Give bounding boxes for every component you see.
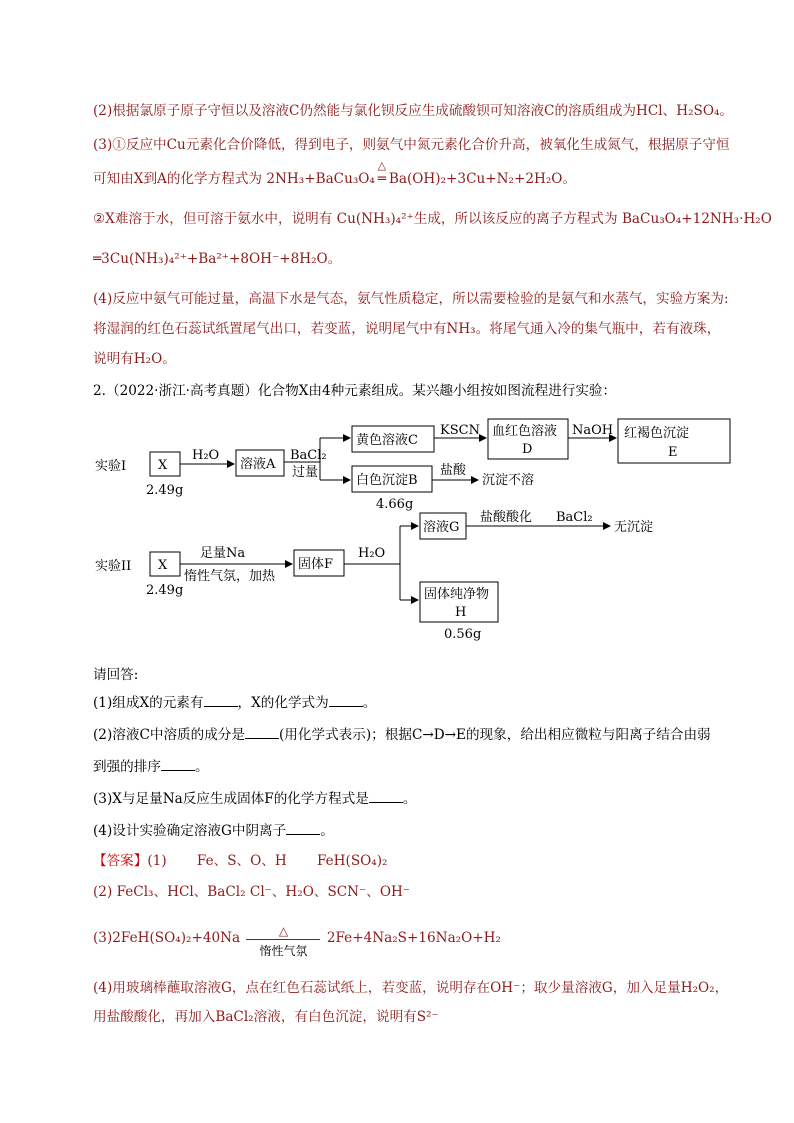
answer-blank[interactable] [369, 790, 403, 803]
inert-atmosphere: 惰性气氛 [259, 944, 308, 958]
reaction-condition [246, 924, 320, 958]
label-bacl2-2: BaCl₂ [556, 510, 593, 525]
answer-blank[interactable] [329, 694, 363, 707]
q1-text-b: ，X的化学式为 [237, 695, 329, 711]
label-solution-g: 溶液G [423, 520, 460, 535]
label-h2o-1: H₂O [192, 448, 220, 463]
label-naoh: NaOH [572, 423, 614, 438]
equation-right: Ba(OH)₂+3Cu+N₂+2H₂O。 [388, 171, 577, 187]
question-2b [93, 757, 209, 777]
solution-line-3d: ═3Cu(NH₃)₄²⁺+Ba²⁺+8OH⁻+8H₂O。 [93, 251, 342, 267]
label-yellow-c: 黄色溶液C [356, 433, 418, 448]
answer-3 [93, 924, 501, 958]
label-kscn: KSCN [440, 423, 480, 438]
q2-text-b: (用化学式表示)；根据C→D→E的现象，给出相应微粒与阳离子结合由弱 [279, 727, 711, 743]
q3-text-b: 。 [402, 791, 417, 807]
label-brown-e-1: 红褐色沉淀 [624, 426, 690, 441]
label-x-2: X [158, 558, 168, 573]
label-insoluble: 沉淀不溶 [482, 473, 535, 488]
answer-blank[interactable] [286, 822, 320, 835]
label-sodium: 足量Na [200, 546, 246, 561]
q2b-text-a: 到强的排序 [93, 759, 161, 775]
answer-4b: 用盐酸酸化，再加入BaCl₂溶液，有白色沉淀，说明有S²⁻ [93, 1009, 439, 1025]
answer-blank[interactable] [161, 758, 195, 771]
answer-3-right: 2Fe+4Na₂S+16Na₂O+H₂ [326, 930, 501, 946]
label-acidify: 盐酸酸化 [480, 510, 533, 525]
label-no-precipitate: 无沉淀 [614, 520, 654, 535]
label-blood-d-2: D [522, 442, 533, 457]
heat-symbol: △ [377, 159, 387, 172]
label-mass-x-1: 2.49g [146, 483, 184, 498]
label-mass-x-2: 2.49g [146, 583, 184, 598]
q4-text-b: 。 [320, 823, 334, 839]
question-3 [93, 789, 416, 809]
label-mass-h: 0.56g [444, 627, 482, 642]
answer-1 [93, 851, 388, 871]
answer-2: (2) FeCl₃、HCl、BaCl₂ Cl⁻、H₂O、SCN⁻、OH⁻ [93, 884, 411, 900]
question-2 [93, 725, 711, 745]
q3-text-a: (3)X与足量Na反应生成固体F的化学方程式是 [93, 791, 369, 807]
answer-3-left: (3)2FeH(SO₄)₂+40Na [93, 930, 241, 946]
answer-4a: (4)用玻璃棒蘸取溶液G，点在红色石蕊试纸上，若变蓝，说明存在OH⁻；取少量溶液G，加入足量H₂O₂， [93, 980, 729, 996]
solution-line-2: (2)根据氯原子原子守恒以及溶液C仍然能与氯化钡反应生成硫酸钡可知溶液C的溶质组成为HCl、H₂SO₄。 [93, 103, 734, 119]
answer-blank[interactable] [204, 694, 238, 707]
solution-line-4a: (4)反应中氨气可能过量，高温下水是气态，氨气性质稳定，所以需要检验的是氨气和水蒸气，实验方案为: [93, 291, 729, 307]
heat-arrow: △ ═ [375, 169, 389, 189]
label-brown-e-2: E [668, 445, 678, 460]
label-bacl2: BaCl₂ [290, 448, 327, 463]
label-excess: 过量 [292, 465, 319, 480]
label-white-b: 白色沉淀B [356, 473, 418, 488]
question-2-intro: 2.（2022·浙江·高考真题）化合物X由4种元素组成。某兴趣小组按如图流程进行实验： [93, 383, 617, 399]
question-1 [93, 693, 376, 713]
q1-text-a: (1)组成X的元素有 [93, 695, 204, 711]
q4-text-a: (4)设计实验确定溶液G中阴离子 [93, 823, 287, 839]
label-inert: 惰性气氛，加热 [184, 569, 276, 584]
label-solid-f: 固体F [298, 557, 334, 572]
label-hcl: 盐酸 [440, 463, 467, 478]
solution-line-3c: ②X难溶于水，但可溶于氨水中，说明有 Cu(NH₃)₄²⁺生成，所以该反应的离子方程式为 BaCu₃O₄+12NH₃·H₂O [93, 211, 772, 227]
label-h2o-2: H₂O [358, 546, 386, 561]
label-mass-b: 4.66g [376, 497, 414, 512]
heat-symbol-2: △ [278, 924, 289, 938]
label-x-1: X [158, 458, 168, 473]
label-solution-a: 溶液A [240, 457, 276, 472]
q2-text-a: (2)溶液C中溶质的成分是 [93, 727, 245, 743]
q2b-text-b: 。 [194, 759, 209, 775]
answer-1-text: (1) Fe、S、O、H FeH(SO₄)₂ [147, 853, 388, 869]
ask-label: 请回答: [93, 667, 139, 683]
label-pure-h-2: H [455, 605, 467, 620]
solution-line-3a: (3)①反应中Cu元素化合价降低，得到电子，则氨气中氮元素化合价升高，被氧化生成氮气，根据原子守恒 [93, 137, 730, 153]
label-exp-2: 实验II [95, 559, 132, 574]
solution-line-4c: 说明有H₂O。 [93, 351, 176, 367]
answer-tag: 【答案】 [93, 853, 148, 869]
label-exp-1: 实验I [95, 459, 127, 474]
answer-blank[interactable] [245, 726, 279, 739]
question-4 [93, 821, 334, 841]
label-blood-d-1: 血红色溶液 [492, 424, 558, 439]
label-pure-h-1: 固体纯净物 [424, 587, 490, 602]
q1-text-c: 。 [362, 695, 377, 711]
equation-left: 可知由X到A的化学方程式为 2NH₃+BaCu₃O₄ [93, 171, 375, 187]
solution-line-4b: 将湿润的红色石蕊试纸置尾气出口，若变蓝，说明尾气中有NH₃。将尾气通入冷的集气瓶中，若有液珠， [93, 321, 721, 337]
